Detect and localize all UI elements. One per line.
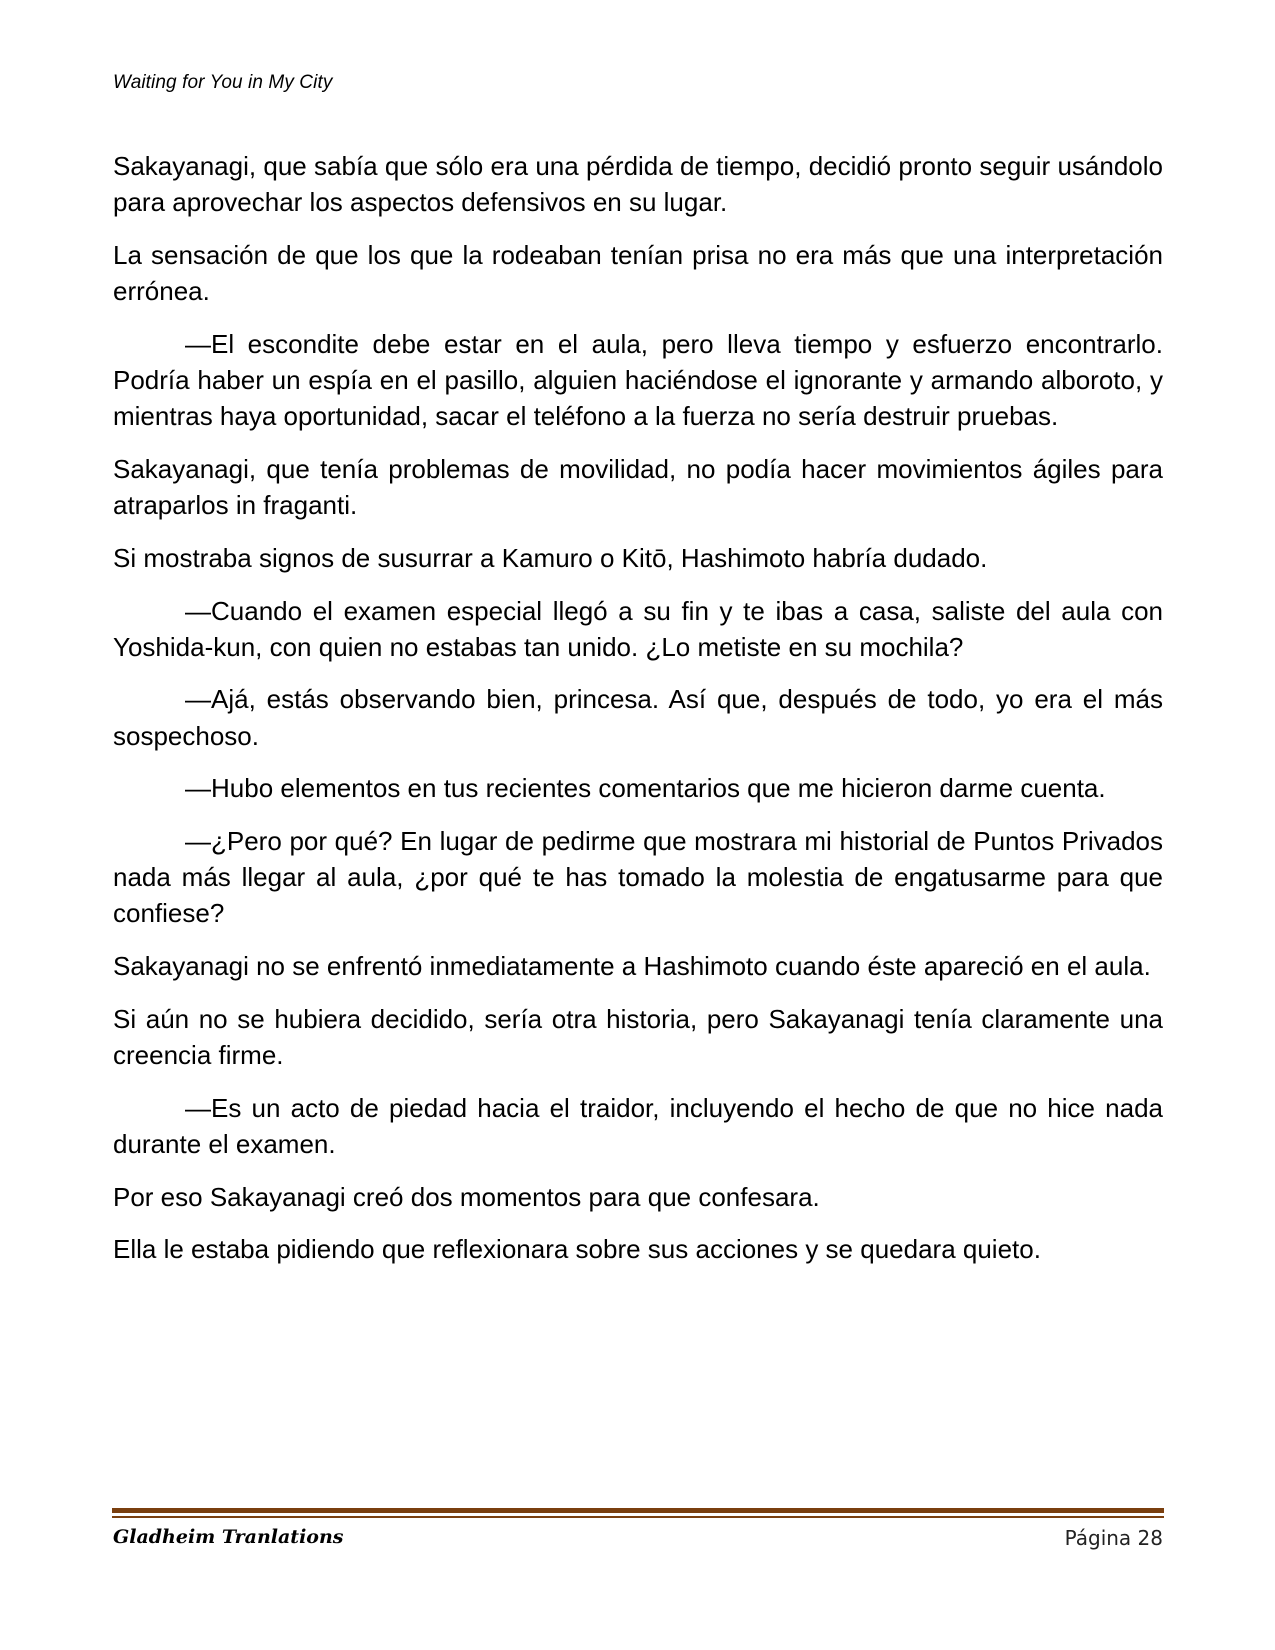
paragraph: —Hubo elementos en tus recientes comentarios que me hicieron darme cuenta. (185, 773, 1106, 804)
paragraph: —El escondite debe estar en el aula, pero lleva tiempo y esfuerzo encontrarlo. Podría haber un espía en el pasillo, alguien haciéndose el ignorante y armando alboroto, y mientras haya oportunidad, sacar el teléfono a la fuerza no sería destruir pruebas. (113, 328, 1163, 432)
paragraph: Sakayanagi no se enfrentó inmediatamente a Hashimoto cuando éste apareció en el aula. (113, 951, 1151, 982)
footer-publisher: Gladheim Tranlations (113, 1526, 344, 1548)
page-number: Página 28 (1064, 1526, 1163, 1550)
footer-rule-thin (112, 1516, 1164, 1518)
paragraph: —¿Pero por qué? En lugar de pedirme que mostrara mi historial de Puntos Privados nada más llegar al aula, ¿por qué te has tomado la molestia de engatusarme para que confiese? (113, 826, 1163, 929)
paragraph: Si aún no se hubiera decidido, sería otra historia, pero Sakayanagi tenía claramente una creencia firme. (113, 1003, 1163, 1071)
paragraph: —Cuando el examen especial llegó a su fin y te ibas a casa, saliste del aula con Yoshida-kun, con quien no estabas tan unido. ¿Lo metiste en su mochila? (113, 595, 1163, 662)
paragraph: Sakayanagi, que tenía problemas de movilidad, no podía hacer movimientos ágiles para atraparlos in fraganti. (113, 453, 1163, 521)
paragraph: Ella le estaba pidiendo que reflexionara sobre sus acciones y se quedara quieto. (113, 1234, 1041, 1265)
paragraph: —Ajá, estás observando bien, princesa. Así que, después de todo, yo era el más sospechoso. (113, 684, 1163, 751)
footer-rule-thick (112, 1508, 1164, 1513)
paragraph: —Es un acto de piedad hacia el traidor, incluyendo el hecho de que no hice nada durante el examen. (113, 1092, 1163, 1159)
running-header: Waiting for You in My City (113, 72, 333, 93)
paragraph: Sakayanagi, que sabía que sólo era una pérdida de tiempo, decidió pronto seguir usándolo para aprovechar los aspectos defensivos en su lugar. (113, 151, 1163, 218)
paragraph: La sensación de que los que la rodeaban tenían prisa no era más que una interpretación errónea. (113, 239, 1163, 307)
paragraph: Por eso Sakayanagi creó dos momentos para que confesara. (113, 1181, 820, 1212)
body-text (113, 148, 1163, 1284)
paragraph: Si mostraba signos de susurrar a Kamuro o Kitō, Hashimoto habría dudado. (113, 542, 988, 573)
